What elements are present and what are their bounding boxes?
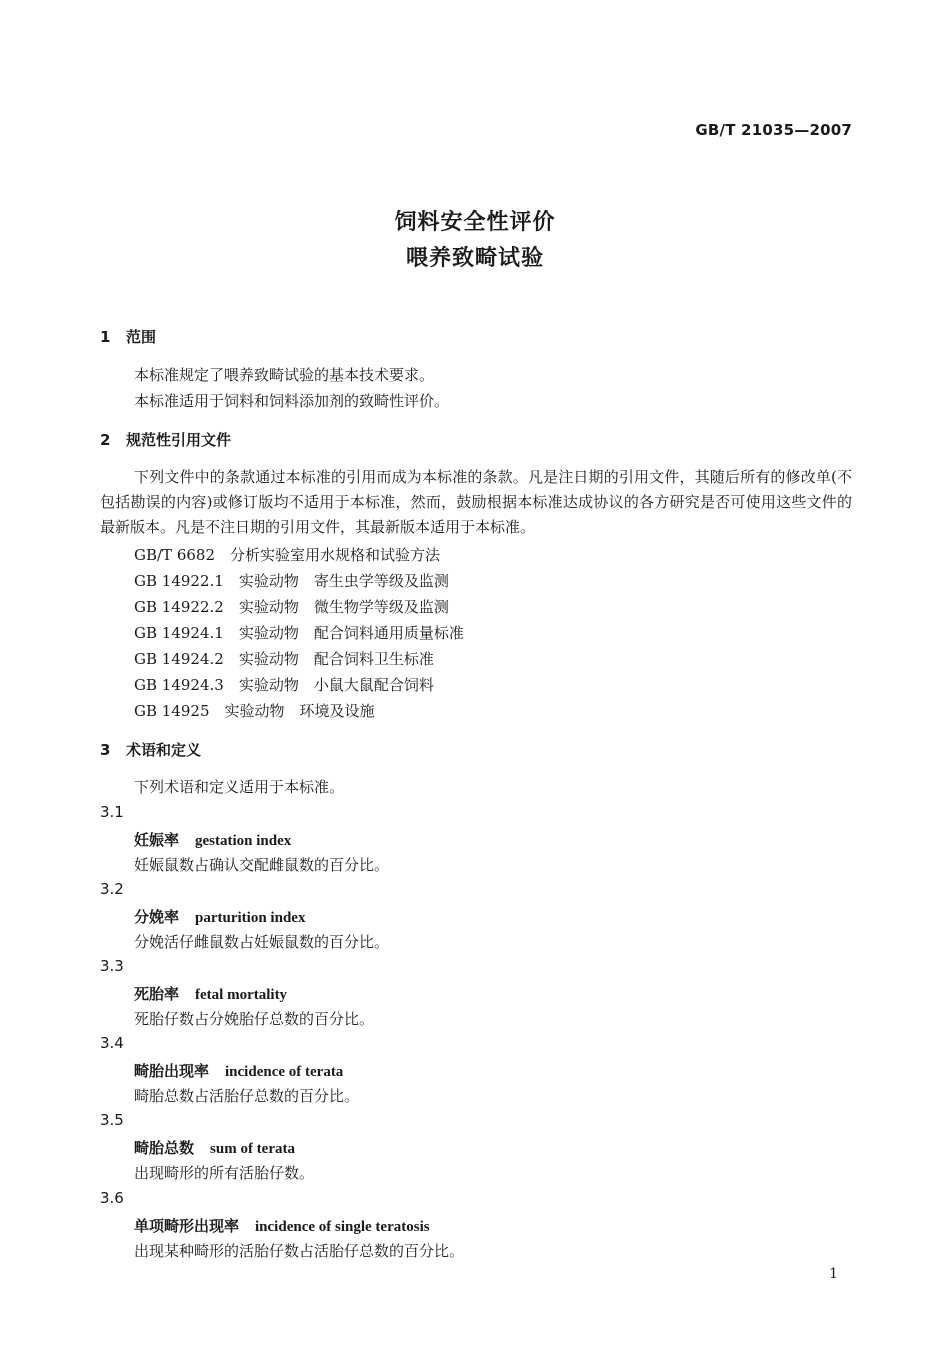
term-en: incidence of terata [225, 1064, 344, 1080]
section-3-heading [100, 739, 201, 760]
reference-item [134, 570, 449, 591]
term-cn: 分娩率 [134, 908, 180, 926]
term-en: incidence of single teratosis [255, 1219, 430, 1235]
term-number: 3.5 [100, 1111, 124, 1129]
reference-item [134, 674, 434, 695]
scope-line-2: 本标准适用于饲料和饲料添加剂的致畸性评价。 [134, 392, 450, 410]
term-number: 3.6 [100, 1189, 124, 1207]
term-number: 3.4 [100, 1034, 124, 1052]
document-title-line1: 饲料安全性评价 [394, 210, 556, 235]
normative-references-paragraph: 下列文件中的条款通过本标准的引用而成为本标准的条款。凡是注日期的引用文件，其随后所有的修改单(不包括勘误的内容)或修订版均不适用于本标准，然而，鼓励根据本标准达成协议的各方研究是否可使用这些文件的最新版本。凡是不注日期的引用文件，其最新版本适用于本标准。 [100, 468, 852, 536]
section-number: 1 [100, 328, 111, 346]
term-number: 3.2 [100, 880, 124, 898]
term-definition: 妊娠鼠数占确认交配雌鼠数的百分比。 [134, 856, 390, 874]
term-en: parturition index [195, 910, 306, 926]
term-definition: 分娩活仔雌鼠数占妊娠鼠数的百分比。 [134, 933, 390, 951]
reference-code: GB 14924.1 [134, 624, 224, 642]
standard-code: GB/T 21035—2007 [695, 121, 852, 139]
term-definition: 畸胎总数占活胎仔总数的百分比。 [134, 1087, 360, 1105]
term-heading [134, 983, 287, 1004]
term-cn: 畸胎出现率 [134, 1062, 210, 1080]
reference-item [134, 700, 375, 721]
term-definition: 出现某种畸形的活胎仔数占活胎仔总数的百分比。 [134, 1242, 465, 1260]
reference-title: 实验动物 配合饲料卫生标准 [238, 650, 434, 668]
reference-code: GB 14925 [134, 702, 210, 720]
reference-code: GB/T 6682 [134, 546, 216, 564]
term-number: 3.3 [100, 957, 124, 975]
term-heading [134, 829, 291, 850]
term-cn: 妊娠率 [134, 831, 180, 849]
term-en: sum of terata [210, 1141, 295, 1157]
reference-item [134, 544, 440, 565]
reference-code: GB 14922.2 [134, 598, 224, 616]
term-heading [134, 906, 305, 927]
reference-item [134, 648, 434, 669]
reference-item [134, 596, 449, 617]
reference-title: 实验动物 寄生虫学等级及监测 [238, 572, 449, 590]
reference-title: 实验动物 环境及设施 [224, 702, 375, 720]
section-number: 2 [100, 431, 111, 449]
term-heading [134, 1215, 430, 1236]
section-number: 3 [100, 741, 111, 759]
section-title: 范围 [126, 328, 157, 346]
page-number: 1 [829, 1266, 838, 1282]
term-cn: 畸胎总数 [134, 1139, 195, 1157]
section-title: 术语和定义 [126, 741, 202, 759]
reference-item [134, 622, 464, 643]
section-1-heading [100, 326, 156, 347]
reference-code: GB 14924.2 [134, 650, 224, 668]
reference-title: 实验动物 小鼠大鼠配合饲料 [238, 676, 434, 694]
section-title: 规范性引用文件 [126, 431, 232, 449]
reference-title: 实验动物 微生物学等级及监测 [238, 598, 449, 616]
reference-code: GB 14924.3 [134, 676, 224, 694]
term-heading [134, 1060, 343, 1081]
term-en: fetal mortality [195, 987, 288, 1003]
term-cn: 单项畸形出现率 [134, 1217, 240, 1235]
term-definition: 出现畸形的所有活胎仔数。 [134, 1164, 315, 1182]
term-heading [134, 1137, 295, 1158]
section-2-heading [100, 429, 231, 450]
reference-title: 实验动物 配合饲料通用质量标准 [238, 624, 464, 642]
scope-line-1: 本标准规定了喂养致畸试验的基本技术要求。 [134, 366, 435, 384]
term-en: gestation index [195, 833, 292, 849]
term-cn: 死胎率 [134, 985, 180, 1003]
terms-intro: 下列术语和定义适用于本标准。 [134, 778, 345, 796]
term-number: 3.1 [100, 803, 124, 821]
reference-title: 分析实验室用水规格和试验方法 [230, 546, 441, 564]
document-title-line2: 喂养致畸试验 [405, 246, 544, 271]
term-definition: 死胎仔数占分娩胎仔总数的百分比。 [134, 1010, 375, 1028]
reference-code: GB 14922.1 [134, 572, 224, 590]
